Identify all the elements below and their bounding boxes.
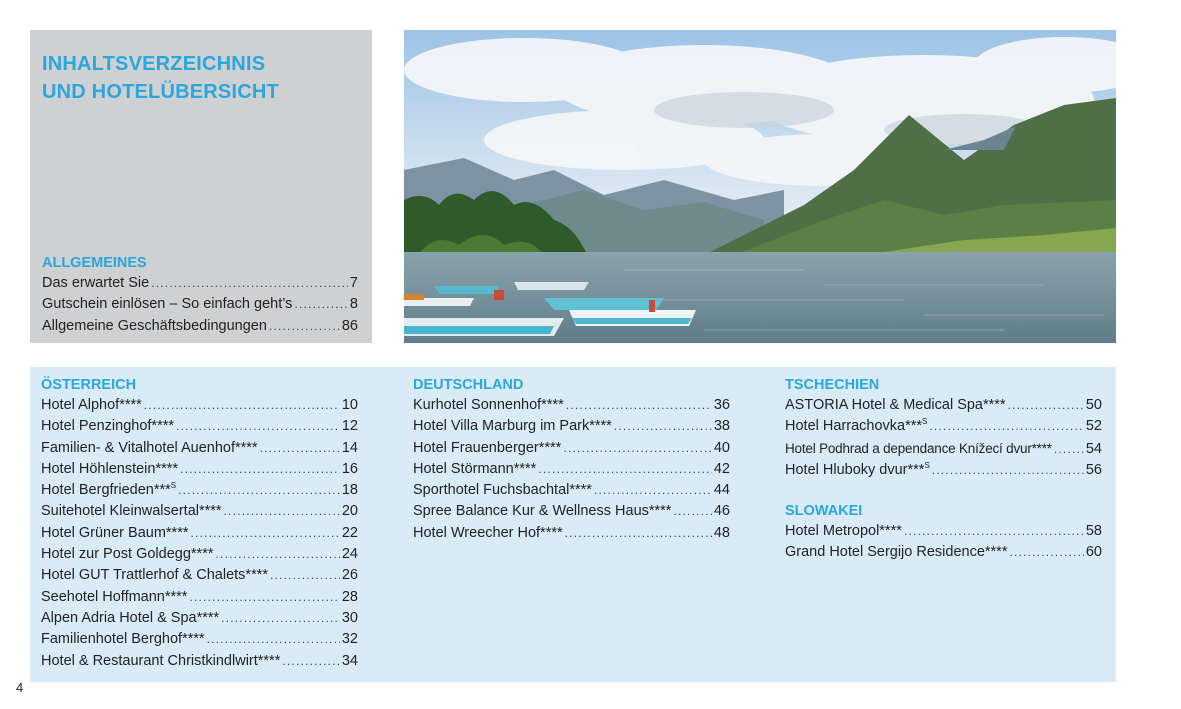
toc-entry-page: 22: [341, 524, 358, 541]
toc-entry-label: Hotel Störmann****: [413, 460, 537, 477]
toc-entry-label: Hotel Villa Marburg im Park****: [413, 418, 612, 435]
toc-entry-page: 32: [341, 631, 358, 648]
dot-leader: [594, 480, 712, 501]
toc-entry[interactable]: [41, 629, 358, 650]
toc-entry-page: 42: [713, 460, 730, 477]
toc-entry[interactable]: [41, 587, 358, 608]
toc-entry-page: 7: [349, 275, 358, 292]
toc-entry-page: 58: [1085, 523, 1102, 540]
dot-leader: [216, 544, 340, 565]
toc-entry-page: 46: [713, 503, 730, 520]
toc-entry-page: 18: [341, 482, 358, 499]
toc-entry-page: 26: [341, 567, 358, 584]
hotel-name: Hotel Harrachovka***: [785, 418, 923, 435]
dot-leader: [282, 651, 340, 672]
toc-entry-label: [785, 460, 930, 481]
toc-entry-page: 40: [713, 439, 730, 456]
dot-leader: [673, 501, 711, 522]
general-section: [42, 253, 358, 337]
toc-entry-label: Kurhotel Sonnenhof****: [413, 397, 564, 413]
toc-entry[interactable]: [413, 501, 730, 522]
toc-entry-page: 54: [1085, 440, 1102, 457]
toc-entry[interactable]: [785, 395, 1102, 416]
toc-entry[interactable]: [413, 480, 730, 501]
toc-entry-label: Familienhotel Berghof****: [41, 631, 205, 648]
toc-entry[interactable]: [41, 651, 358, 672]
dot-leader: [566, 395, 712, 416]
toc-entry[interactable]: [785, 521, 1102, 542]
dot-leader: [614, 416, 712, 437]
toc-entry[interactable]: [41, 416, 358, 437]
toc-entry-page: 24: [341, 546, 358, 563]
toc-entry[interactable]: [41, 459, 358, 480]
toc-entry-page: 38: [713, 418, 730, 435]
toc-entry[interactable]: [785, 416, 1102, 437]
dot-leader: [260, 438, 340, 459]
toc-entry-label: Hotel Frauenberger****: [413, 439, 562, 456]
superior-mark: S: [170, 481, 177, 491]
toc-entry[interactable]: [42, 273, 358, 294]
dot-leader: [176, 416, 340, 437]
hotel-name: Hotel Bergfrieden***: [41, 482, 171, 499]
toc-entry[interactable]: [41, 608, 358, 629]
toc-entry[interactable]: [41, 480, 358, 501]
section-heading-slovakia: SLOWAKEI: [785, 503, 863, 520]
toc-entry-label: Hotel Höhlenstein****: [41, 460, 179, 477]
toc-entry-label: Familien- & Vitalhotel Auenhof****: [41, 439, 258, 456]
toc-entry-page: 86: [341, 317, 358, 334]
toc-entry[interactable]: [41, 544, 358, 565]
toc-entry-page: 34: [341, 652, 358, 669]
dot-leader: [269, 316, 340, 337]
toc-entry-page: 8: [349, 296, 358, 313]
toc-entry-label: Hotel GUT Trattlerhof & Chalets****: [41, 567, 268, 584]
dot-leader: [294, 294, 347, 315]
toc-entry-label: Allgemeine Geschäftsbedingungen: [42, 317, 267, 334]
toc-entry-label: Suitehotel Kleinwalsertal****: [41, 503, 222, 520]
section-heading-czech: TSCHECHIEN: [785, 377, 880, 393]
dot-leader: [189, 587, 339, 608]
toc-entry-page: 12: [341, 418, 358, 435]
dot-leader: [151, 273, 348, 294]
toc-entry-page: 14: [341, 439, 358, 456]
toc-entry-page: 50: [1085, 397, 1102, 413]
toc-entry-label: Hotel Penzinghof****: [41, 418, 175, 435]
section-heading-austria: ÖSTERREICH: [41, 377, 137, 393]
dot-leader: [270, 565, 340, 586]
toc-entry-label: [785, 416, 927, 437]
dot-leader: [224, 501, 340, 522]
toc-entry[interactable]: [785, 542, 1102, 563]
dot-leader: [178, 480, 340, 501]
toc-entry-page: 16: [341, 460, 358, 477]
toc-entry-page: 28: [341, 588, 358, 605]
title-line-1: INHALTSVERZEICHNIS: [42, 53, 266, 75]
page-number: 4: [16, 680, 24, 695]
dot-leader: [221, 608, 340, 629]
toc-entry-label: Hotel Wreecher Hof****: [413, 524, 563, 541]
dot-leader: [144, 395, 340, 416]
toc-entry-label: Sporthotel Fuchsbachtal****: [413, 482, 592, 499]
toc-entry-page: 30: [341, 609, 358, 626]
toc-entry-label: Das erwartet Sie: [42, 275, 150, 292]
hotel-name: Hotel Hluboky dvur***: [785, 461, 925, 478]
toc-entry-label: Hotel Grüner Baum****: [41, 524, 189, 541]
toc-entry[interactable]: [41, 523, 358, 544]
dot-leader: [904, 521, 1084, 542]
toc-entry-page: 36: [713, 397, 730, 413]
toc-entry-label: Hotel & Restaurant Christkindlwirt****: [41, 652, 281, 669]
toc-entry[interactable]: [41, 395, 358, 416]
superior-mark: S: [924, 461, 930, 471]
title-line-2: UND HOTELÜBERSICHT: [42, 81, 279, 103]
dot-leader: [191, 523, 340, 544]
toc-entry[interactable]: [413, 523, 730, 544]
toc-entry-label: Gutschein einlösen – So einfach geht’s: [42, 296, 293, 313]
toc-entry-page: 60: [1085, 544, 1102, 561]
toc-entry[interactable]: [42, 316, 358, 337]
toc-entry-label: [41, 480, 176, 501]
dot-leader: [563, 438, 712, 459]
dot-leader: [1008, 395, 1084, 416]
section-heading-germany: DEUTSCHLAND: [413, 377, 524, 393]
lake-mountain-photo: [404, 30, 1116, 343]
toc-entry-page: 56: [1085, 461, 1102, 478]
toc-entry[interactable]: [41, 438, 358, 459]
austria-section: [41, 375, 358, 672]
toc-entry-label: ASTORIA Hotel & Medical Spa****: [785, 397, 1006, 413]
toc-entry[interactable]: [41, 501, 358, 522]
toc-entry[interactable]: [42, 294, 358, 315]
toc-entry-label: Hotel Podhrad a dependance Knížecí dvur****: [785, 440, 1052, 456]
toc-entry-label: Alpen Adria Hotel & Spa****: [41, 609, 220, 626]
toc-entry-page: 20: [341, 503, 358, 520]
toc-entry-page: 52: [1085, 418, 1102, 435]
toc-entry[interactable]: [41, 565, 358, 586]
toc-entry[interactable]: [413, 416, 730, 437]
dot-leader: [932, 460, 1084, 481]
section-spacer: [785, 481, 1102, 501]
toc-entry-page: 44: [713, 482, 730, 499]
hotel-overview-box: [30, 367, 1116, 682]
toc-entry-label: Grand Hotel Sergijo Residence****: [785, 544, 1008, 561]
dot-leader: [207, 629, 340, 650]
page-title: [42, 50, 360, 106]
toc-entry-page: 10: [341, 397, 358, 413]
germany-section: [413, 375, 730, 544]
dot-leader: [538, 459, 712, 480]
toc-entry[interactable]: [785, 460, 1102, 481]
toc-entry[interactable]: [413, 438, 730, 459]
toc-entry-page: 48: [713, 524, 730, 541]
dot-leader: [180, 459, 340, 480]
title-box: [30, 30, 372, 343]
toc-entry-label: Hotel Alphof****: [41, 397, 142, 413]
toc-entry-label: Spree Balance Kur & Wellness Haus****: [413, 503, 672, 520]
toc-entry-label: Hotel zur Post Goldegg****: [41, 546, 214, 563]
section-heading-general: ALLGEMEINES: [42, 255, 147, 272]
toc-entry[interactable]: [785, 438, 1102, 460]
dot-leader: [929, 416, 1084, 437]
toc-entry[interactable]: [413, 459, 730, 480]
toc-entry-label: Hotel Metropol****: [785, 523, 902, 540]
superior-mark: S: [922, 417, 928, 427]
czech-slovakia-column: [785, 375, 1102, 564]
dot-leader: [1009, 542, 1083, 563]
toc-entry-label: Seehotel Hoffmann****: [41, 588, 188, 605]
toc-entry[interactable]: [413, 395, 730, 416]
lake-landscape-illustration: [404, 30, 1116, 343]
dot-leader: [565, 523, 712, 544]
dot-leader: [1054, 439, 1084, 460]
